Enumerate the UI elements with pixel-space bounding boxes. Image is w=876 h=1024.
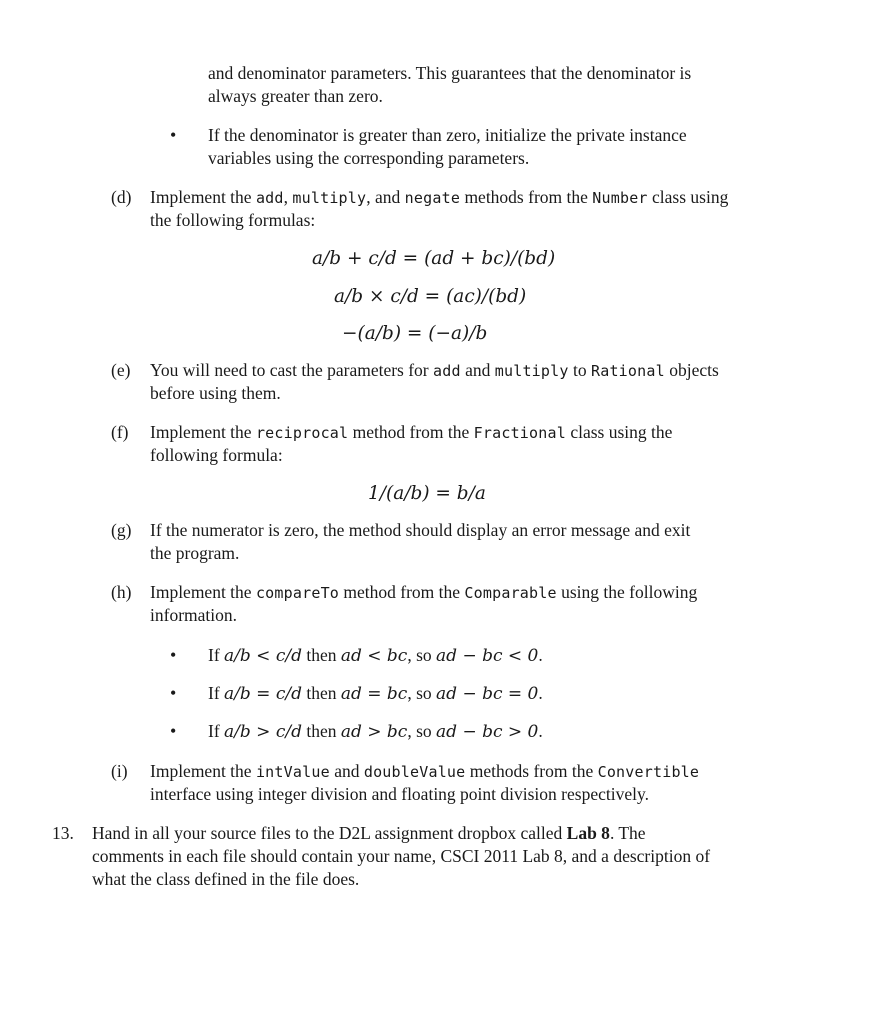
item-g-line-2: the program. [150, 543, 240, 563]
bullet-icon: • [170, 125, 177, 145]
code-intvalue: intValue [255, 763, 330, 781]
intro-line-2: always greater than zero. [208, 86, 383, 106]
code-add: add [255, 189, 284, 207]
code-compareto: compareTo [255, 584, 340, 602]
code-comparable: Comparable [464, 584, 557, 602]
dropbox-name: Lab 8 [566, 823, 610, 843]
item-f-label: (f) [111, 422, 129, 442]
formula-add: a/b + c/d = (ad + bc)/(bd) [312, 248, 556, 269]
bullet-icon: • [170, 645, 177, 665]
code-doublevalue: doubleValue [363, 763, 466, 781]
formula-reciprocal: 1/(a/b) = b/a [368, 483, 486, 504]
code-convertible: Convertible [597, 763, 700, 781]
compare-equal-line: If a/b = c/d then ad = bc, so ad − bc = 0. [208, 683, 543, 704]
formula-negate: −(a/b) = (−a)/b [342, 323, 488, 344]
item-13-line-3: what the class defined in the file does. [92, 869, 360, 889]
item-d-label: (d) [111, 187, 132, 207]
code-multiply: multiply [494, 362, 569, 380]
item-13-line-1: Hand in all your source files to the D2L assignment dropbox called Lab 8. The [92, 823, 646, 843]
formula-multiply: a/b × c/d = (ac)/(bd) [334, 286, 527, 307]
item-h-label: (h) [111, 582, 132, 602]
item-f-line-2: following formula: [150, 445, 283, 465]
item-i-line-2: interface using integer division and floating point division respectively. [150, 784, 649, 804]
item-g-label: (g) [111, 520, 132, 540]
item-e-line-1: You will need to cast the parameters for add and multiply to Rational objects [150, 360, 719, 380]
code-rational: Rational [590, 362, 665, 380]
compare-greater-line: If a/b > c/d then ad > bc, so ad − bc > 0. [208, 721, 543, 742]
bullet-init-line-1: If the denominator is greater than zero, initialize the private instance [208, 125, 687, 145]
code-multiply: multiply [292, 189, 367, 207]
code-negate: negate [404, 189, 461, 207]
compare-less-line: If a/b < c/d then ad < bc, so ad − bc < 0. [208, 645, 543, 666]
bullet-icon: • [170, 683, 177, 703]
intro-line-1: and denominator parameters. This guarantees that the denominator is [208, 63, 692, 83]
bullet-icon: • [170, 721, 177, 741]
code-add: add [433, 362, 461, 380]
code-reciprocal: reciprocal [255, 424, 349, 442]
item-13-line-2: comments in each file should contain your name, CSCI 2011 Lab 8, and a description of [92, 846, 711, 866]
code-fractional: Fractional [473, 424, 566, 442]
item-d-line-1: Implement the add, multiply, and negate methods from the Number class using [150, 187, 729, 207]
item-f-line-1: Implement the reciprocal method from the Fractional class using the [150, 422, 673, 442]
item-g-line-1: If the numerator is zero, the method should display an error message and exit [150, 520, 691, 540]
bullet-init-line-2: variables using the corresponding parameters. [208, 148, 530, 168]
item-i-line-1: Implement the intValue and doubleValue methods from the Convertible [150, 761, 700, 781]
item-13-label: 13. [52, 823, 74, 843]
item-i-label: (i) [111, 761, 128, 781]
item-h-line-1: Implement the compareTo method from the Comparable using the following [150, 582, 698, 602]
item-e-label: (e) [111, 360, 131, 380]
item-d-line-2: the following formulas: [150, 210, 316, 230]
item-h-line-2: information. [150, 605, 237, 625]
item-e-line-2: before using them. [150, 383, 281, 403]
code-number: Number [592, 189, 648, 207]
